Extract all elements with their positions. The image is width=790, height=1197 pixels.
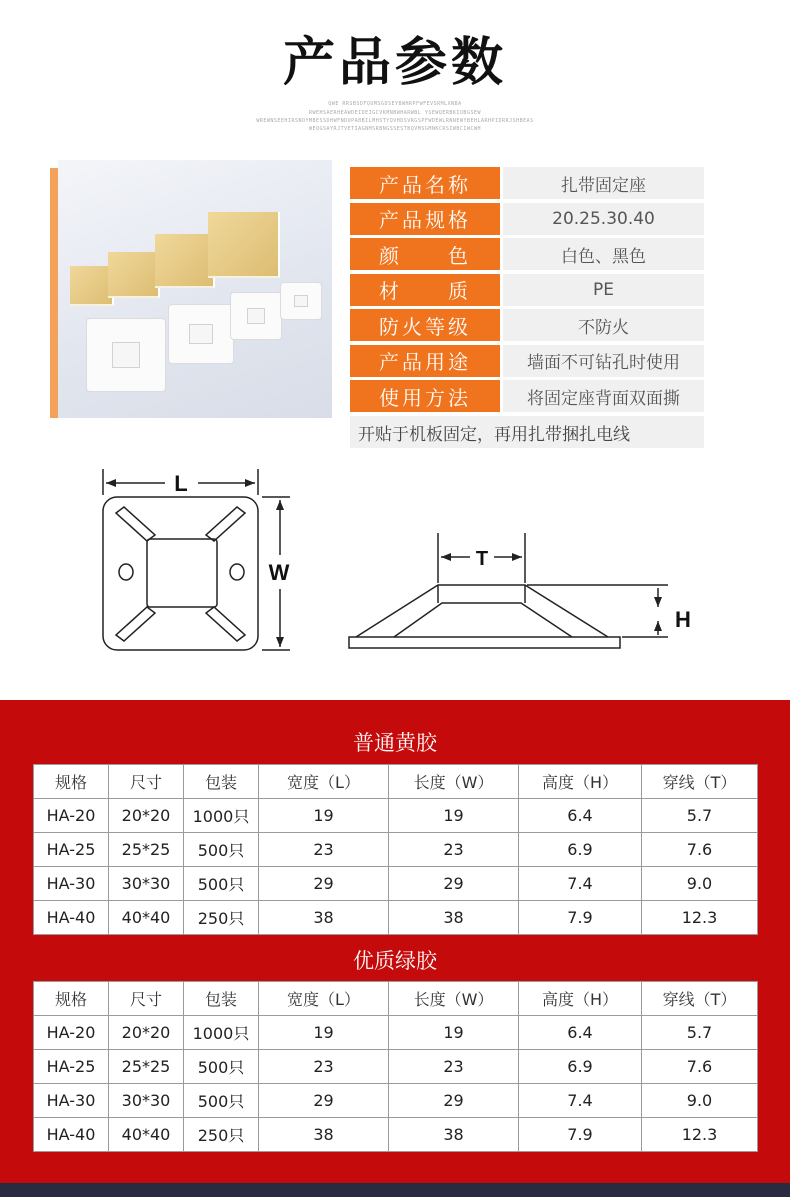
param-label: 产品规格 <box>350 203 500 235</box>
table-cell: HA-40 <box>34 1118 109 1152</box>
table-cell: 23 <box>389 1050 519 1084</box>
column-header: 尺寸 <box>109 765 184 799</box>
mount-base <box>280 282 322 320</box>
param-value: 扎带固定座 <box>503 167 704 199</box>
mount-base <box>86 318 166 392</box>
page-title: 产品参数 <box>282 33 507 93</box>
column-header: 尺寸 <box>109 982 184 1016</box>
param-value: 20.25.30.40 <box>503 203 704 235</box>
param-row <box>350 238 704 270</box>
table-header-row <box>34 765 758 799</box>
table-cell: HA-40 <box>34 901 109 935</box>
table-row <box>34 799 758 833</box>
table-cell: 7.6 <box>642 833 758 867</box>
table-cell: 9.0 <box>642 867 758 901</box>
param-label: 颜 色 <box>350 238 500 270</box>
footer-band <box>0 1183 790 1197</box>
param-value: PE <box>503 274 704 306</box>
fine-print-line: RWEHSAERHEAWDEIDEIGCVKMNBWHARWBL YSEWQERBKIUBGSEW <box>308 110 481 116</box>
param-note: 开贴于机板固定，再用扎带捆扎电线 <box>350 416 704 448</box>
table-cell: HA-30 <box>34 1084 109 1118</box>
dimension-label-L: L <box>174 471 188 496</box>
table-cell: 20*20 <box>109 1016 184 1050</box>
dimension-label-W: W <box>268 560 290 585</box>
table-cell: 12.3 <box>642 1118 758 1152</box>
top-view-outline <box>103 497 258 650</box>
param-row <box>350 380 704 412</box>
table-cell: 29 <box>259 1084 389 1118</box>
table-row <box>34 901 758 935</box>
table-cell: 30*30 <box>109 1084 184 1118</box>
column-header: 包装 <box>184 982 259 1016</box>
side-view-profile <box>356 585 608 637</box>
param-value: 不防火 <box>503 309 704 341</box>
table-cell: 40*40 <box>109 901 184 935</box>
table-cell: HA-30 <box>34 867 109 901</box>
table-cell: 6.9 <box>519 1050 642 1084</box>
table-cell: 500只 <box>184 833 259 867</box>
table-row <box>34 867 758 901</box>
table-cell: HA-25 <box>34 833 109 867</box>
product-photo <box>50 160 332 418</box>
param-label: 使用方法 <box>350 380 500 412</box>
column-header: 长度（W） <box>389 765 519 799</box>
table-row <box>34 1016 758 1050</box>
table-cell: HA-25 <box>34 1050 109 1084</box>
column-header: 穿线（T） <box>642 982 758 1016</box>
fine-print-line: WREWNSEEHIRSNOYMBESSDHWFNDUPABBILMHSTYQVHDSVRGSPFWDEWLRNNEWYBEHLARHPIDRRJSHBEAS <box>256 118 534 124</box>
table-cell: 7.9 <box>519 901 642 935</box>
table-cell: 29 <box>259 867 389 901</box>
column-header: 规格 <box>34 982 109 1016</box>
column-header: 包装 <box>184 765 259 799</box>
table-cell: 25*25 <box>109 833 184 867</box>
table-cell: 30*30 <box>109 867 184 901</box>
fine-print-line: WEQGSAYRJTVETIAGNMSRBNGSSESTBQVMSGMNKCRSIWBCIWCWH <box>308 126 481 132</box>
table-cell: 7.4 <box>519 1084 642 1118</box>
side-view-base <box>349 637 620 648</box>
param-row <box>350 274 704 306</box>
table-row <box>34 833 758 867</box>
column-header: 规格 <box>34 765 109 799</box>
param-row <box>350 203 704 235</box>
table-cell: HA-20 <box>34 1016 109 1050</box>
table-cell: 500只 <box>184 1050 259 1084</box>
param-label: 产品名称 <box>350 167 500 199</box>
column-header: 高度（H） <box>519 982 642 1016</box>
table-cell: 29 <box>389 1084 519 1118</box>
parameter-table <box>350 167 704 416</box>
table-cell: 19 <box>259 1016 389 1050</box>
adhesive-pad <box>155 234 215 288</box>
table-cell: 23 <box>259 833 389 867</box>
product-photo-image <box>58 160 332 418</box>
param-value: 将固定座背面双面撕 <box>503 380 704 412</box>
table-header-row <box>34 982 758 1016</box>
table-cell: 29 <box>389 867 519 901</box>
table-row <box>34 1118 758 1152</box>
table-cell: 5.7 <box>642 799 758 833</box>
mount-base <box>230 292 282 340</box>
table-cell: 38 <box>389 901 519 935</box>
param-label: 防火等级 <box>350 309 500 341</box>
adhesive-pad <box>108 252 160 298</box>
column-header: 长度（W） <box>389 982 519 1016</box>
column-header: 宽度（L） <box>259 982 389 1016</box>
param-label: 产品用途 <box>350 345 500 377</box>
table-title: 普通黄胶 <box>353 731 437 755</box>
spec-table-yellow <box>33 764 758 935</box>
table-cell: 7.9 <box>519 1118 642 1152</box>
table-cell: 12.3 <box>642 901 758 935</box>
table-cell: 38 <box>259 1118 389 1152</box>
table-cell: 19 <box>259 799 389 833</box>
table-cell: 500只 <box>184 867 259 901</box>
table-cell: 19 <box>389 799 519 833</box>
param-row <box>350 309 704 341</box>
table-cell: HA-20 <box>34 799 109 833</box>
table-cell: 19 <box>389 1016 519 1050</box>
table-cell: 250只 <box>184 1118 259 1152</box>
table-cell: 6.4 <box>519 1016 642 1050</box>
table-cell: 40*40 <box>109 1118 184 1152</box>
param-row <box>350 167 704 199</box>
param-value: 白色、黑色 <box>503 238 704 270</box>
table-cell: 1000只 <box>184 799 259 833</box>
table-row <box>34 1084 758 1118</box>
table-cell: 20*20 <box>109 799 184 833</box>
table-cell: 5.7 <box>642 1016 758 1050</box>
table-cell: 38 <box>259 901 389 935</box>
table-cell: 38 <box>389 1118 519 1152</box>
table-cell: 23 <box>259 1050 389 1084</box>
table-row <box>34 1050 758 1084</box>
column-header: 高度（H） <box>519 765 642 799</box>
mount-base <box>168 304 234 364</box>
table-cell: 1000只 <box>184 1016 259 1050</box>
param-value: 墙面不可钻孔时使用 <box>503 345 704 377</box>
adhesive-pad <box>208 212 280 278</box>
table-title: 优质绿胶 <box>353 949 437 973</box>
table-cell: 6.9 <box>519 833 642 867</box>
column-header: 穿线（T） <box>642 765 758 799</box>
spec-table-green <box>33 981 758 1152</box>
table-cell: 7.4 <box>519 867 642 901</box>
param-row <box>350 345 704 377</box>
table-cell: 23 <box>389 833 519 867</box>
top-view-center <box>147 539 217 607</box>
column-header: 宽度（L） <box>259 765 389 799</box>
table-cell: 9.0 <box>642 1084 758 1118</box>
dimension-label-H: H <box>675 607 691 632</box>
param-label: 材 质 <box>350 274 500 306</box>
dimension-label-T: T <box>475 548 489 570</box>
table-cell: 7.6 <box>642 1050 758 1084</box>
fine-print-line: QWE RRSBSDFQUMSGDSEYBWHRPFWFEVSRMLXNBA <box>328 101 462 107</box>
table-cell: 25*25 <box>109 1050 184 1084</box>
table-cell: 6.4 <box>519 799 642 833</box>
table-cell: 500只 <box>184 1084 259 1118</box>
table-cell: 250只 <box>184 901 259 935</box>
dimension-diagram <box>0 455 790 665</box>
